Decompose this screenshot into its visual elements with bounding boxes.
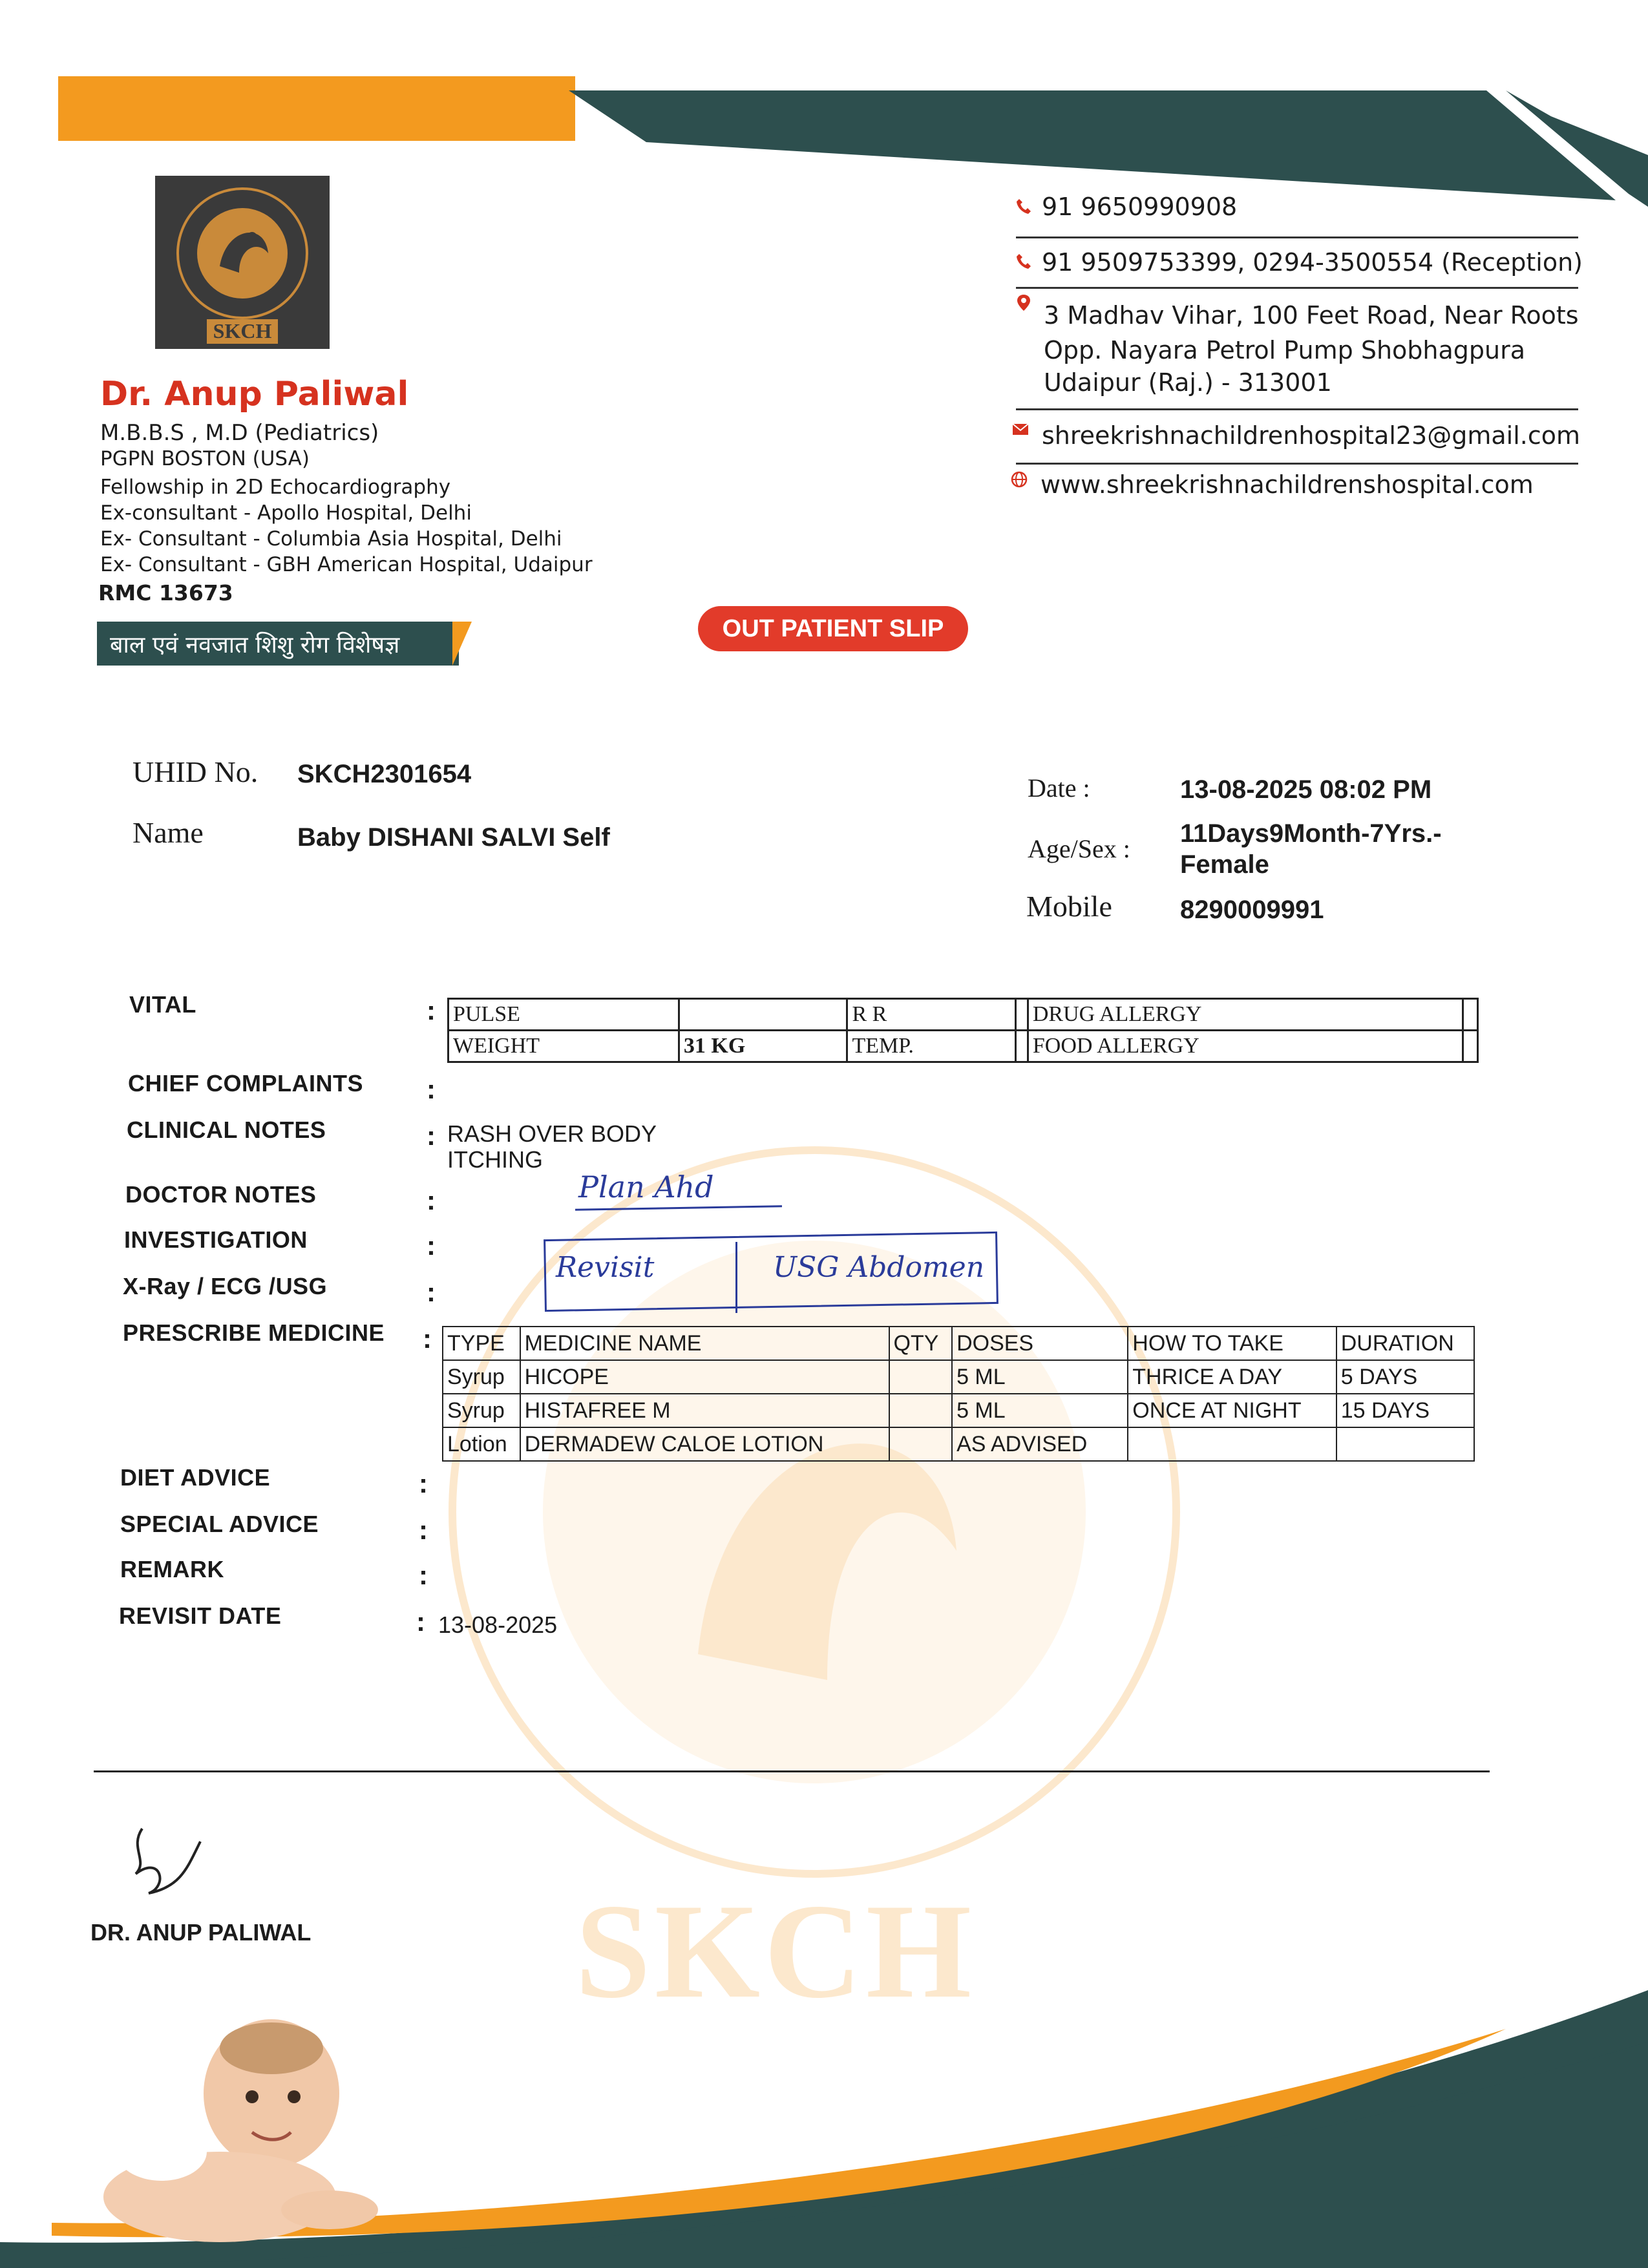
vital-cell: DRUG ALLERGY <box>1028 999 1463 1031</box>
slip-title: OUT PATIENT SLIP <box>722 615 944 642</box>
globe-icon <box>1010 470 1028 488</box>
logo-abbr: SKCH <box>213 319 272 342</box>
vital-cell: TEMP. <box>847 1031 1016 1062</box>
signature-mark <box>123 1803 213 1906</box>
medicine-duration <box>1336 1427 1474 1461</box>
uhid-value: SKCH2301654 <box>297 760 472 788</box>
medicine-qty <box>889 1427 953 1461</box>
age-sex-line2: Female <box>1180 850 1269 879</box>
colon: : <box>427 1277 436 1307</box>
patient-name: Baby DISHANI SALVI Self <box>297 823 610 852</box>
contact-divider <box>1016 463 1578 465</box>
investigation-handwritten-left: Revisit <box>556 1251 655 1284</box>
contact-address-2: Opp. Nayara Petrol Pump Shobhagpura <box>1044 336 1526 364</box>
signature-doctor-name: DR. ANUP PALIWAL <box>90 1919 312 1946</box>
mobile-value: 8290009991 <box>1180 896 1324 924</box>
label-remark: REMARK <box>120 1556 224 1582</box>
contact-email[interactable]: shreekrishnachildrenhospital23@gmail.com <box>1042 421 1581 450</box>
location-pin-icon <box>1015 293 1033 311</box>
table-row <box>443 1427 1474 1461</box>
column-header: MEDICINE NAME <box>520 1327 889 1360</box>
name-label: Name <box>132 816 204 849</box>
vital-cell: FOOD ALLERGY <box>1028 1031 1463 1062</box>
vital-cell <box>679 999 847 1031</box>
colon: : <box>427 1074 436 1104</box>
contact-divider <box>1016 287 1578 289</box>
vital-cell: WEIGHT <box>449 1031 679 1062</box>
label-vital: VITAL <box>129 991 196 1018</box>
doctor-name: Dr. Anup Paliwal <box>100 375 409 414</box>
medicine-how-to-take <box>1128 1427 1336 1461</box>
column-header: TYPE <box>443 1327 520 1360</box>
footer-divider <box>94 1770 1490 1772</box>
doctor-qual-1: M.B.B.S , M.D (Pediatrics) <box>100 420 379 446</box>
medicine-type: Syrup <box>443 1394 520 1427</box>
medicine-type: Lotion <box>443 1427 520 1461</box>
contact-phone-1: 91 9650990908 <box>1042 193 1238 221</box>
rmc-number: RMC 13673 <box>98 580 233 605</box>
doctor-qual-3: Fellowship in 2D Echocardiography <box>100 476 451 499</box>
investigation-handwritten-right: USG Abdomen <box>773 1251 985 1284</box>
table-row <box>443 1360 1474 1394</box>
column-header: HOW TO TAKE <box>1128 1327 1336 1360</box>
colon: : <box>423 1323 432 1354</box>
label-doctor-notes: DOCTOR NOTES <box>125 1181 317 1208</box>
label-revisit-date: REVISIT DATE <box>119 1602 282 1629</box>
column-header: QTY <box>889 1327 953 1360</box>
vitals-table <box>447 998 1479 1063</box>
doctor-qual-4: Ex-consultant - Apollo Hospital, Delhi <box>100 501 472 525</box>
clinical-notes-line-1: RASH OVER BODY <box>447 1120 657 1147</box>
clinical-notes-line-2: ITCHING <box>447 1146 543 1173</box>
phone-icon <box>1015 197 1033 215</box>
column-header: DOSES <box>952 1327 1128 1360</box>
colon: : <box>427 995 436 1025</box>
investigation-divider <box>735 1242 737 1313</box>
table-row <box>449 999 1478 1031</box>
hospital-logo <box>155 176 330 349</box>
vital-cell: PULSE <box>449 999 679 1031</box>
colon: : <box>427 1120 436 1151</box>
mail-icon <box>1011 420 1030 438</box>
date-label: Date : <box>1028 773 1090 803</box>
label-special-advice: SPECIAL ADVICE <box>120 1511 319 1537</box>
date-value: 13-08-2025 08:02 PM <box>1180 775 1432 804</box>
mobile-label: Mobile <box>1026 890 1112 923</box>
vital-cell <box>1463 1031 1478 1062</box>
contact-divider <box>1016 236 1578 238</box>
colon: : <box>427 1230 436 1261</box>
watermark-logo-icon <box>362 1047 1267 2016</box>
baby-illustration-icon <box>58 2010 420 2242</box>
medicine-duration: 15 DAYS <box>1336 1394 1474 1427</box>
revisit-date-value: 13-08-2025 <box>438 1612 558 1638</box>
watermark-text: SKCH <box>575 1876 976 2026</box>
vital-cell <box>1016 1031 1028 1062</box>
uhid-label: UHID No. <box>132 755 259 788</box>
contact-phone-2: 91 9509753399, 0294-3500554 (Reception) <box>1042 248 1583 277</box>
label-clinical-notes: CLINICAL NOTES <box>127 1117 326 1143</box>
doctor-notes-handwritten: Plan Ahd <box>578 1170 714 1204</box>
contact-website[interactable]: www.shreekrishnachildrenshospital.com <box>1041 470 1534 499</box>
vital-cell <box>1463 999 1478 1031</box>
contact-address-1: 3 Madhav Vihar, 100 Feet Road, Near Roots <box>1044 301 1579 330</box>
medicine-type: Syrup <box>443 1360 520 1394</box>
specialty-hindi: बाल एवं नवजात शिशु रोग विशेषज्ञ <box>110 632 400 658</box>
vital-cell: R R <box>847 999 1016 1031</box>
table-header-row <box>443 1327 1474 1360</box>
colon: : <box>419 1515 428 1545</box>
doctor-qual-2: PGPN BOSTON (USA) <box>100 447 310 470</box>
colon: : <box>419 1560 428 1590</box>
colon: : <box>427 1185 436 1215</box>
medicine-table <box>442 1326 1475 1462</box>
medicine-dose: 5 ML <box>952 1360 1128 1394</box>
vital-cell: 31 KG <box>679 1031 847 1062</box>
medicine-dose: 5 ML <box>952 1394 1128 1427</box>
label-prescribe: PRESCRIBE MEDICINE <box>123 1319 385 1346</box>
contact-divider <box>1016 408 1578 410</box>
medicine-name: DERMADEW CALOE LOTION <box>520 1427 889 1461</box>
medicine-name: HISTAFREE M <box>520 1394 889 1427</box>
medicine-qty <box>889 1360 953 1394</box>
medicine-how-to-take: ONCE AT NIGHT <box>1128 1394 1336 1427</box>
doctor-qual-6: Ex- Consultant - GBH American Hospital, Udaipur <box>100 553 593 576</box>
colon: : <box>419 1468 428 1498</box>
label-investigation: INVESTIGATION <box>124 1226 308 1253</box>
medicine-how-to-take: THRICE A DAY <box>1128 1360 1336 1394</box>
label-diet-advice: DIET ADVICE <box>120 1464 271 1491</box>
table-row <box>449 1031 1478 1062</box>
phone-icon <box>1015 252 1033 270</box>
contact-address-3: Udaipur (Raj.) - 313001 <box>1044 368 1332 397</box>
colon: : <box>416 1606 425 1637</box>
age-sex-line1: 11Days9Month-7Yrs.- <box>1180 819 1442 848</box>
medicine-duration: 5 DAYS <box>1336 1360 1474 1394</box>
specialty-banner-accent <box>452 622 472 666</box>
age-sex-label: Age/Sex : <box>1028 834 1130 863</box>
table-row <box>443 1394 1474 1427</box>
doctor-qual-5: Ex- Consultant - Columbia Asia Hospital, Delhi <box>100 527 562 551</box>
label-xray: X-Ray / ECG /USG <box>123 1273 328 1299</box>
medicine-qty <box>889 1394 953 1427</box>
watermark <box>362 1047 1267 2026</box>
label-chief-complaints: CHIEF COMPLAINTS <box>128 1070 363 1097</box>
column-header: DURATION <box>1336 1327 1474 1360</box>
medicine-name: HICOPE <box>520 1360 889 1394</box>
medicine-dose: AS ADVISED <box>952 1427 1128 1461</box>
vital-cell <box>1016 999 1028 1031</box>
